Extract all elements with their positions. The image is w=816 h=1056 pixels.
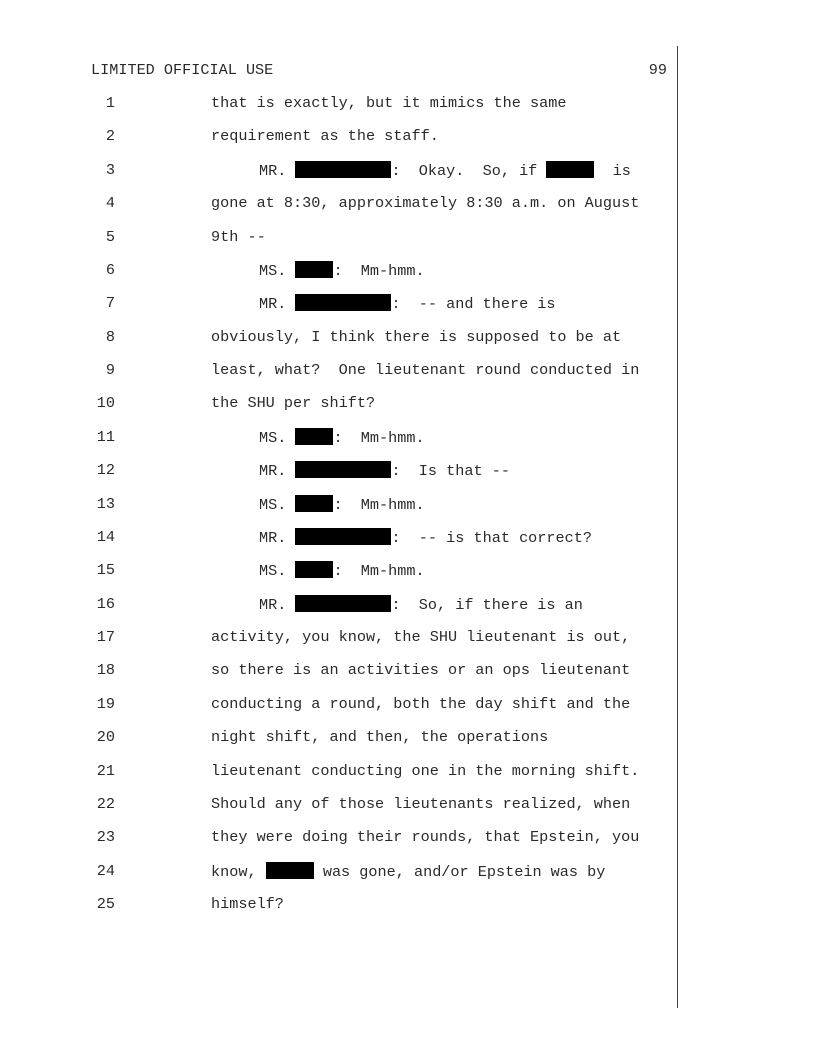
line-number: 19 [96,694,115,713]
line-text: conducting a round, both the day shift and the [211,694,631,713]
transcript-lines [0,94,816,928]
line-text-segment: know, [211,862,257,881]
line-number: 23 [96,828,115,847]
line-text-segment: : Okay. So, if [391,161,538,180]
transcript-line [0,461,816,494]
line-number: 14 [96,527,115,546]
transcript-line [0,795,816,828]
line-number: 4 [105,194,115,213]
line-number: 12 [96,461,115,480]
line-text: that is exactly, but it mimics the same [211,94,567,112]
line-text [259,595,583,614]
line-text: so there is an activities or an ops lieutenant [211,661,631,680]
line-text: himself? [211,895,284,913]
transcript-line [0,361,816,394]
redaction-bar [295,428,333,445]
line-number: 1 [105,94,115,112]
line-number: 16 [96,594,115,613]
speaker-label: MR. [259,295,287,314]
transcript-line [0,127,816,160]
transcript-line [0,528,816,561]
speaker-label: MS. [259,428,287,447]
transcript-line [0,862,816,895]
redaction-bar [295,495,333,512]
line-text [259,561,425,580]
redaction-bar [295,561,333,578]
line-text [259,495,425,514]
line-number: 13 [96,494,115,513]
line-text [211,862,605,881]
line-text-segment: : Mm-hmm. [333,261,425,280]
speaker-label: MR. [259,462,287,481]
transcript-line [0,194,816,227]
line-number: 5 [105,227,115,246]
line-text-segment: : Mm-hmm. [333,495,425,514]
transcript-line [0,895,816,928]
line-text: the SHU per shift? [211,394,376,413]
line-text-segment: is [612,161,631,180]
line-text: gone at 8:30, approximately 8:30 a.m. on August [211,194,640,213]
transcript-line [0,228,816,261]
transcript-line [0,294,816,327]
line-number: 8 [105,327,115,346]
line-text-segment: : Mm-hmm. [333,562,425,581]
transcript-line [0,428,816,461]
redaction-bar [295,294,391,311]
line-number: 24 [96,861,115,880]
line-number: 20 [96,728,115,747]
line-number: 11 [96,427,115,446]
transcript-line [0,161,816,194]
line-text-segment: : -- is that correct? [391,528,592,547]
line-text [259,161,631,180]
speaker-label: MR. [259,161,287,180]
line-number: 2 [105,127,115,146]
transcript-line [0,762,816,795]
line-number: 9 [105,361,115,379]
transcript-line [0,261,816,294]
line-text-segment: was gone, and/or Epstein was by [322,862,606,881]
transcript-line [0,328,816,361]
line-text-segment: : So, if there is an [391,595,583,614]
transcript-line [0,828,816,861]
line-number: 7 [105,294,115,313]
line-text-segment: : Is that -- [391,462,510,481]
line-text: 9th -- [211,227,266,246]
transcript-line [0,595,816,628]
redaction-bar [295,161,391,178]
line-number: 17 [96,628,115,646]
classification-header: LIMITED OFFICIAL USE [91,61,274,79]
line-text [259,261,425,280]
speaker-label: MR. [259,528,287,547]
line-number: 6 [105,260,115,279]
line-text: obviously, I think there is supposed to be at [211,327,622,346]
transcript-line [0,728,816,761]
line-text: lieutenant conducting one in the morning shift. [211,761,640,780]
line-text [259,294,556,313]
line-number: 3 [105,160,115,179]
line-text-segment: : Mm-hmm. [333,428,425,447]
speaker-label: MR. [259,595,287,614]
transcript-line [0,94,816,127]
speaker-label: MS. [259,261,287,280]
redaction-bar [295,261,333,278]
line-number: 22 [96,794,115,813]
transcript-line [0,561,816,594]
line-text: Should any of those lieutenants realized, when [211,794,631,813]
line-number: 18 [96,661,115,680]
transcript-line [0,628,816,661]
line-text [259,461,510,480]
line-number: 15 [96,561,115,580]
line-number: 10 [96,394,115,413]
transcript-line [0,495,816,528]
line-text: activity, you know, the SHU lieutenant is out, [211,628,631,646]
line-text-segment: : -- and there is [391,295,556,314]
line-text: they were doing their rounds, that Epstein, you [211,828,640,847]
transcript-line [0,394,816,427]
line-text [259,428,425,447]
transcript-line [0,695,816,728]
transcript-line [0,661,816,694]
speaker-label: MS. [259,562,287,581]
line-number: 25 [96,895,115,913]
redaction-bar [295,595,391,612]
line-text [259,528,592,547]
page-number: 99 [648,61,667,79]
redaction-bar [266,862,314,879]
redaction-bar [546,161,594,178]
line-number: 21 [96,761,115,780]
redaction-bar [295,461,391,478]
speaker-label: MS. [259,495,287,514]
line-text: least, what? One lieutenant round conducted in [211,361,640,379]
redaction-bar [295,528,391,545]
line-text: night shift, and then, the operations [211,728,549,747]
line-text: requirement as the staff. [211,127,439,146]
